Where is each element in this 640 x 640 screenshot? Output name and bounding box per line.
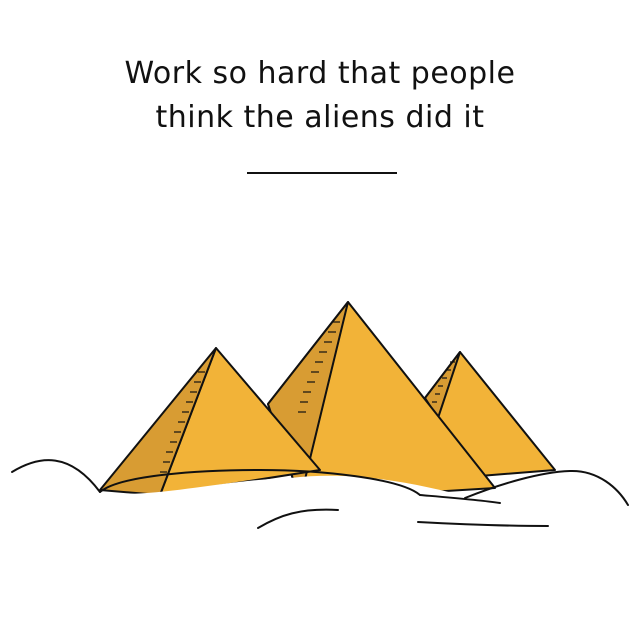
quote-line-2: think the aliens did it xyxy=(155,100,485,135)
quote-line-1: Work so hard that people xyxy=(124,56,516,91)
